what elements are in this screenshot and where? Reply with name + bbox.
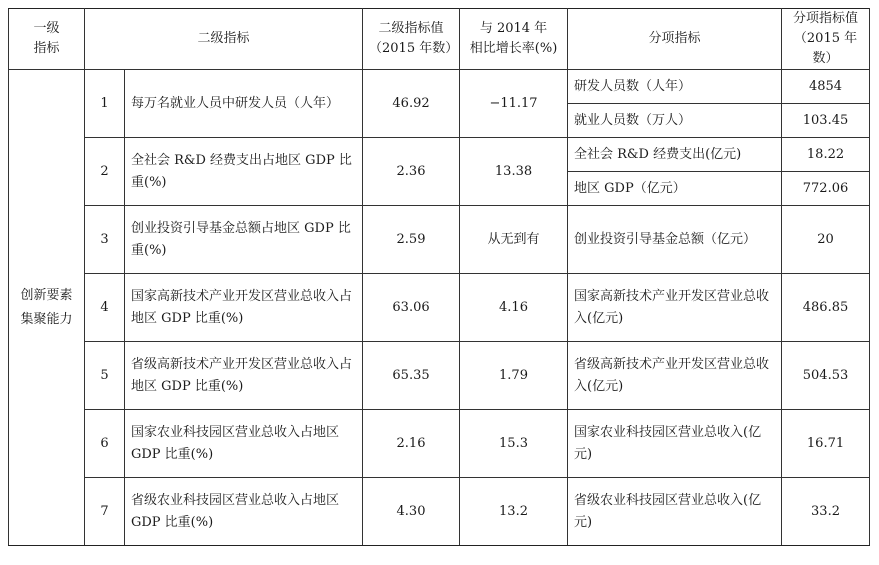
table-row: [9, 274, 870, 342]
header-level2-value-line1: 二级指标值: [378, 21, 444, 36]
sub-indicator-value: 4854: [782, 70, 870, 104]
sub-indicator-name: 省级高新技术产业开发区营业总收入(亿元): [568, 342, 782, 410]
indicator-value: 2.36: [363, 138, 460, 206]
sub-indicator-name: 就业人员数（万人）: [568, 104, 782, 138]
sub-indicator-value: 33.2: [782, 478, 870, 546]
indicator-table: [8, 8, 870, 546]
header-row: [9, 9, 870, 70]
indicator-name: 省级高新技术产业开发区营业总收入占地区 GDP 比重(%): [125, 342, 363, 410]
table-row: [9, 206, 870, 274]
indicator-name: 国家农业科技园区营业总收入占地区 GDP 比重(%): [125, 410, 363, 478]
header-sub-value-line1: 分项指标值: [793, 11, 859, 26]
indicator-name: 创业投资引导基金总额占地区 GDP 比重(%): [125, 206, 363, 274]
header-level2-value: [363, 9, 460, 70]
indicator-name: 国家高新技术产业开发区营业总收入占地区 GDP 比重(%): [125, 274, 363, 342]
header-sub-value-line2: （2015 年数）: [793, 31, 858, 66]
header-level2-value-line2: （2015 年数）: [369, 41, 459, 56]
sub-indicator-value: 103.45: [782, 104, 870, 138]
sub-indicator-value: 18.22: [782, 138, 870, 172]
sub-indicator-value: 486.85: [782, 274, 870, 342]
sub-indicator-value: 16.71: [782, 410, 870, 478]
sub-indicator-name: 国家农业科技园区营业总收入(亿元): [568, 410, 782, 478]
growth-rate: 13.2: [460, 478, 568, 546]
indicator-value: 65.35: [363, 342, 460, 410]
row-number: 3: [85, 206, 125, 274]
growth-rate: 1.79: [460, 342, 568, 410]
row-number: 2: [85, 138, 125, 206]
indicator-name: 全社会 R&D 经费支出占地区 GDP 比重(%): [125, 138, 363, 206]
header-sub-value: [782, 9, 870, 70]
indicator-value: 63.06: [363, 274, 460, 342]
table-row: [9, 478, 870, 546]
sub-indicator-name: 全社会 R&D 经费支出(亿元): [568, 138, 782, 172]
table-row: [9, 70, 870, 104]
indicator-value: 4.30: [363, 478, 460, 546]
table-row: [9, 342, 870, 410]
table-row: [9, 138, 870, 172]
header-level1-line1: 一级: [33, 21, 60, 36]
growth-rate: 从无到有: [460, 206, 568, 274]
indicator-value: 46.92: [363, 70, 460, 138]
header-level1: [9, 9, 85, 70]
row-number: 1: [85, 70, 125, 138]
category-line1: 创新要素: [20, 287, 73, 303]
indicator-value: 2.59: [363, 206, 460, 274]
row-number: 6: [85, 410, 125, 478]
sub-indicator-name: 创业投资引导基金总额（亿元）: [568, 206, 782, 274]
indicator-value: 2.16: [363, 410, 460, 478]
indicator-name: 省级农业科技园区营业总收入占地区 GDP 比重(%): [125, 478, 363, 546]
sub-indicator-name: 研发人员数（人年）: [568, 70, 782, 104]
header-growth-line2: 相比增长率(%): [469, 41, 558, 56]
row-number: 7: [85, 478, 125, 546]
header-growth: [460, 9, 568, 70]
header-growth-line1: 与 2014 年: [479, 21, 548, 36]
header-level2: 二级指标: [85, 9, 363, 70]
sub-indicator-value: 772.06: [782, 172, 870, 206]
row-number: 4: [85, 274, 125, 342]
sub-indicator-value: 20: [782, 206, 870, 274]
table-row: [9, 410, 870, 478]
row-number: 5: [85, 342, 125, 410]
header-level1-line2: 指标: [33, 41, 60, 56]
category-line2: 集聚能力: [20, 311, 73, 327]
indicator-table-wrapper: [8, 8, 869, 546]
indicator-name: 每万名就业人员中研发人员（人年）: [125, 70, 363, 138]
sub-indicator-name: 省级农业科技园区营业总收入(亿元): [568, 478, 782, 546]
growth-rate: 13.38: [460, 138, 568, 206]
growth-rate: −11.17: [460, 70, 568, 138]
category-cell: [9, 70, 85, 546]
sub-indicator-name: 地区 GDP（亿元）: [568, 172, 782, 206]
growth-rate: 4.16: [460, 274, 568, 342]
sub-indicator-value: 504.53: [782, 342, 870, 410]
sub-indicator-name: 国家高新技术产业开发区营业总收入(亿元): [568, 274, 782, 342]
growth-rate: 15.3: [460, 410, 568, 478]
header-sub-indicator: 分项指标: [568, 9, 782, 70]
